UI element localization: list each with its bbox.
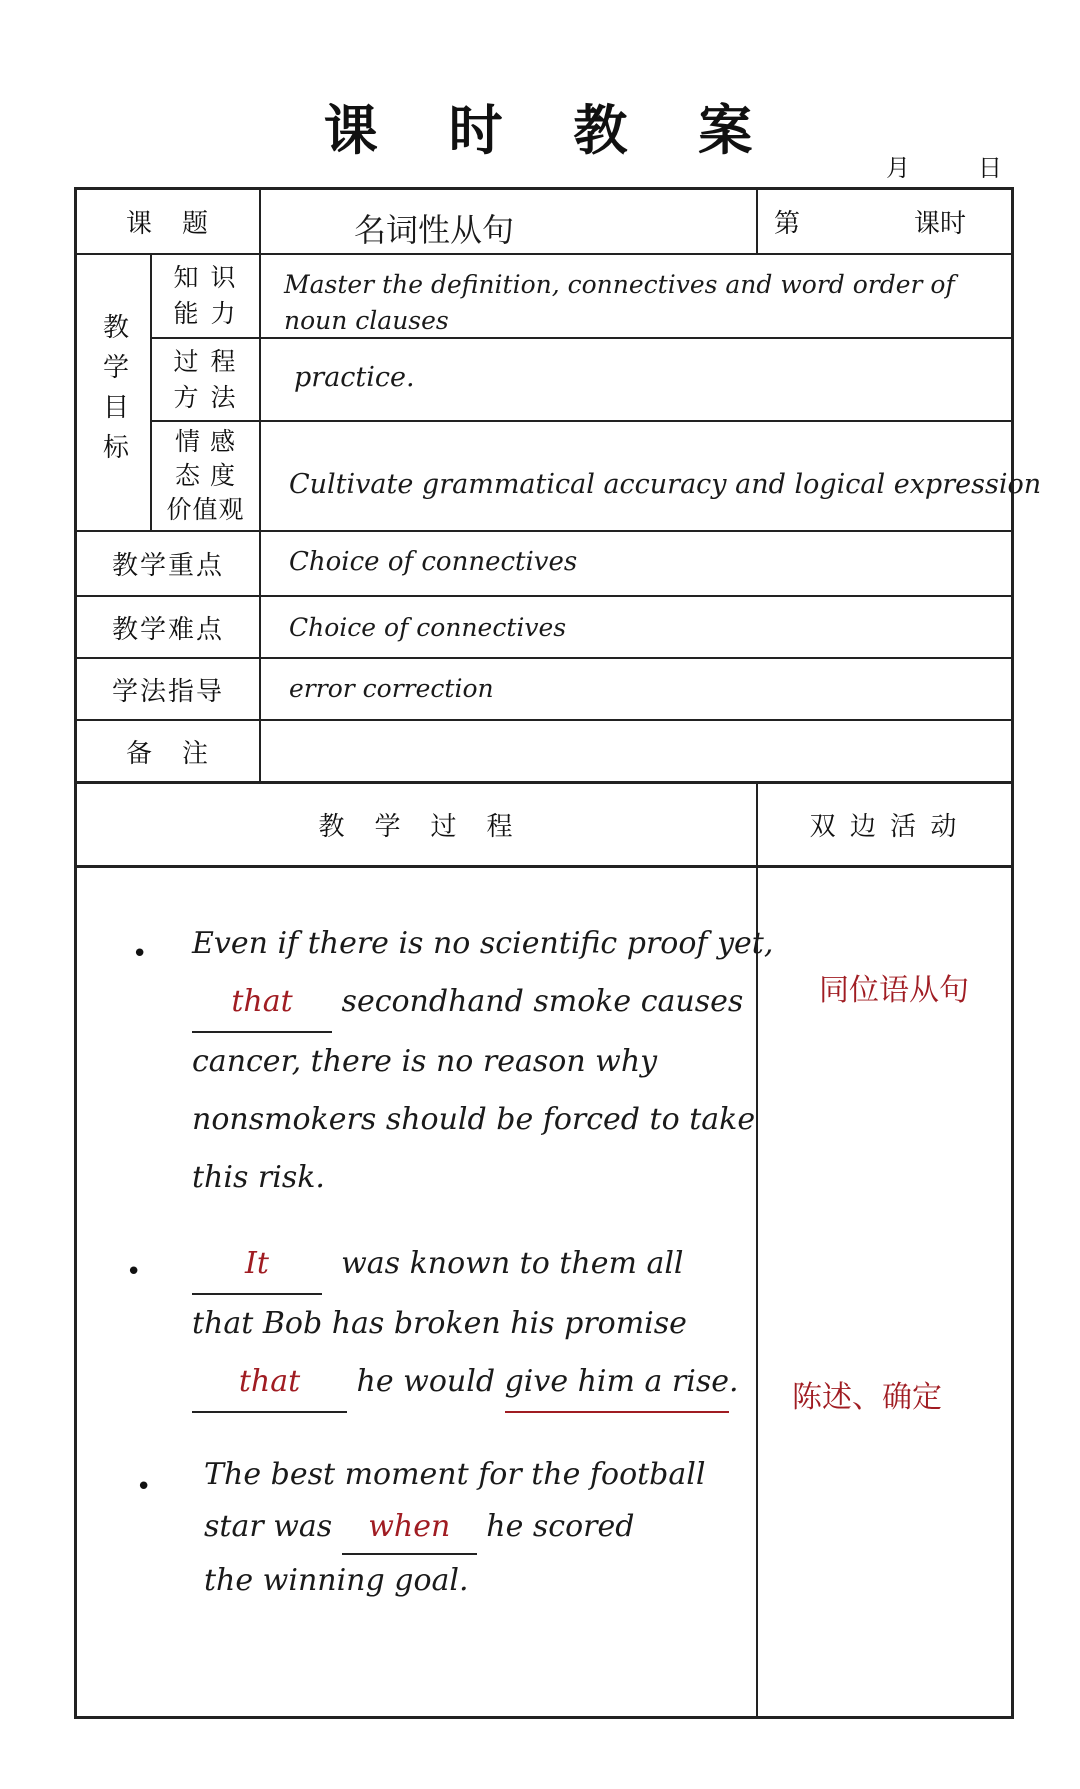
topic-label: 课 题 [125, 209, 210, 239]
difficulty-value: Choice of connectives [289, 613, 567, 642]
date-day-label: 日 [978, 154, 1002, 182]
lesson-number-suffix: 课时 [914, 209, 967, 239]
two-way-activity-header: 双 边 活 动 [809, 812, 960, 842]
exercise-1: Even if there is no scientific proof yet, that secondhand smoke causes cancer, there is no reason why nonsmokers should be forced to take this risk. [192, 926, 774, 1195]
goal-attitude-value: Cultivate grammatical accuracy and logical expression [289, 469, 1042, 500]
exercise-2-answer-2: that [238, 1364, 301, 1399]
note-appositive-clause: 同位语从句 [819, 973, 969, 1008]
title-char: 教 [573, 98, 632, 162]
key-point-label: 教学重点 [111, 551, 224, 581]
goal-knowledge-label: 知 识 能 力 [173, 263, 238, 328]
bullet-icon: • [126, 1257, 142, 1287]
difficulty-label: 教学难点 [111, 614, 224, 645]
note-statement: 陈述、确定 [792, 1380, 942, 1415]
remark-label: 备 注 [125, 738, 210, 769]
title-char: 时 [448, 98, 507, 162]
exercise-2-answer-1: It [245, 1246, 269, 1281]
exercise-1-answer: that [231, 984, 293, 1019]
underlined-phrase: give him a rise [505, 1353, 729, 1413]
lesson-number-prefix: 第 [774, 209, 803, 239]
goal-knowledge-value: Master the definition, connectives and word order of noun clauses [284, 270, 955, 335]
title-char: 课 [323, 98, 382, 162]
page-title [0, 88, 1080, 165]
goal-attitude-label: 情 感 态 度 价值观 [166, 427, 245, 524]
study-method-value: error correction [289, 674, 494, 703]
exercise-2: It was known to them all that Bob has broken his promise that he would give him a rise. [192, 1235, 739, 1413]
bullet-icon: • [132, 939, 148, 969]
topic-value: 名词性从句 [354, 211, 515, 249]
lesson-plan-table [74, 187, 1042, 1719]
exercise-3-answer: when [368, 1509, 451, 1544]
goal-process-value: practice. [294, 362, 415, 393]
study-method-label: 学法指导 [111, 676, 224, 707]
title-char: 案 [698, 98, 757, 162]
teaching-goals-label: 教学目标 [98, 312, 129, 473]
key-point-value: Choice of connectives [289, 547, 578, 577]
goal-process-label: 过 程 方 法 [173, 346, 238, 412]
bullet-icon: • [136, 1472, 152, 1502]
date-month-label: 月 [886, 154, 910, 182]
teaching-process-header: 教 学 过 程 [318, 812, 515, 842]
exercise-3: The best moment for the football star was when he scored the winning goal. [204, 1457, 706, 1598]
